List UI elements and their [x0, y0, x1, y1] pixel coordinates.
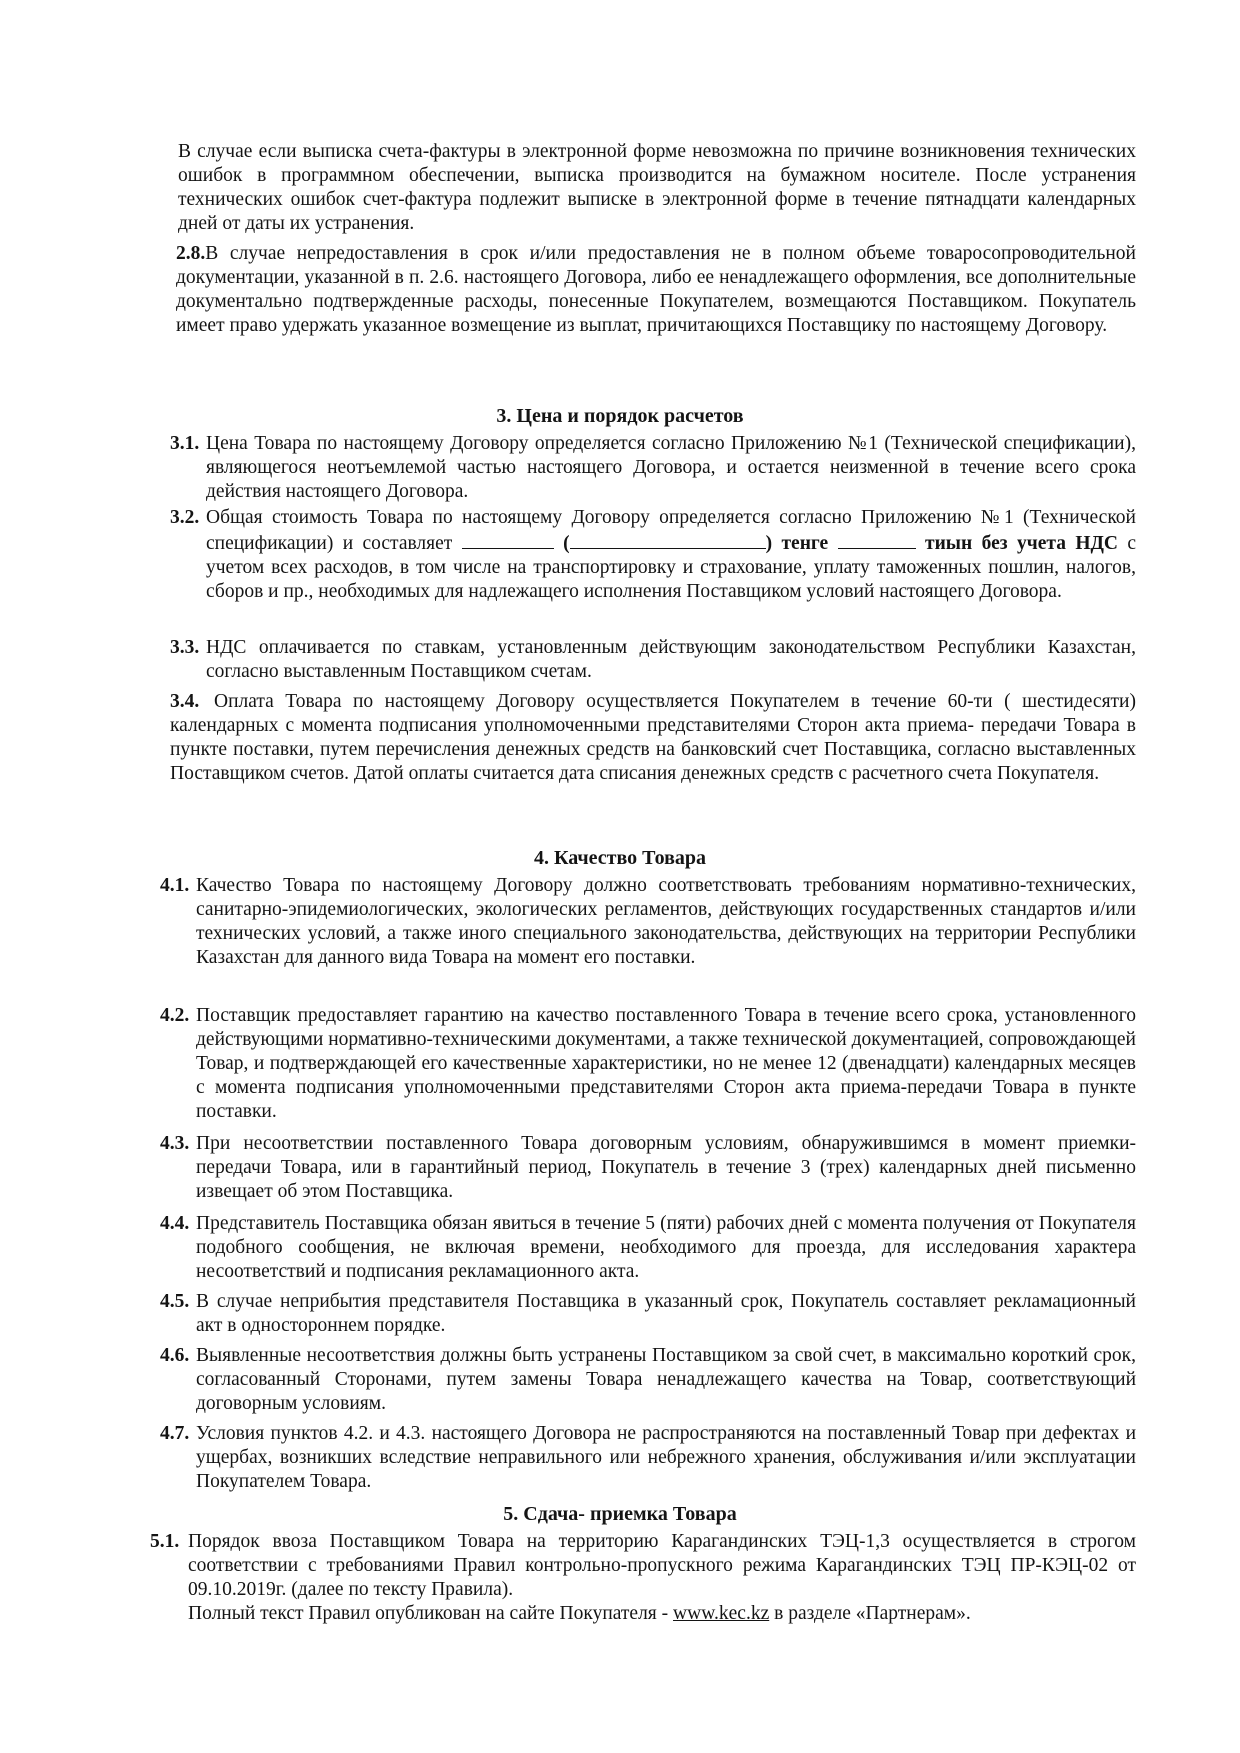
intro-paragraph: В случае если выписка счета-фактуры в электронной форме невозможна по причине возникновения технических ошибок в программном обеспечении, выписка производится на бумажном носителе. После устранения технических ошибок счет-фактура подлежит выписке в электронной форме в течение пятнадцати календарных дней от даты их устранения. — [178, 141, 1136, 234]
clause-4-7 — [160, 1422, 1136, 1494]
clause-number: 3.4. — [170, 691, 200, 712]
clause-text-a: Общая стоимость Товара по настоящему Договору определяется согласно Приложению №1 (Технической спецификации) и составляет — [206, 507, 1136, 554]
clause-text: В случае неприбытия представителя Поставщика в указанный срок, Покупатель составляет рекламационный акт в одностороннем порядке. — [196, 1291, 1136, 1336]
clause-text: При несоответствии поставленного Товара договорным условиям, обнаружившимся в момент приемки-передачи Товара, или в гарантийный период, Покупатель в течение 3 (трех) календарных дней письменно извещает об этом Поставщика. — [196, 1133, 1136, 1202]
clause-number: 4.2. — [160, 1005, 190, 1026]
clause-text: Цена Товара по настоящему Договору определяется согласно Приложению №1 (Технической спецификации), являющегося неотъемлемой частью настоящего Договора, и остается неизменной в течение всего срока действия настоящего Договора. — [206, 433, 1136, 502]
clause-text: НДС оплачивается по ставкам, установленным действующим законодательством Республики Казахстан, согласно выставленным Поставщиком счетам. — [206, 637, 1136, 682]
clause-number: 4.1. — [160, 875, 190, 896]
clause-3-2 — [170, 506, 1136, 604]
clause-text — [206, 506, 1136, 604]
tenge-label: ) тенге — [765, 533, 829, 554]
clause-number: 4.5. — [160, 1291, 190, 1312]
site-text-a: Полный текст Правил опубликован на сайте Покупателя - — [188, 1603, 669, 1624]
clause-text: В случае непредоставления в срок и/или предоставления не в полном объеме товаросопроводительной документации, указанной в п. 2.6. настоящего Договора, либо ее ненадлежащего оформления, все дополнительные документально подтвержденные расходы, понесенные Покупателем, возмещаются Поставщиком. Покупатель имеет право удержать указанное возмещение из выплат, причитающихся Поставщику по настоящему Договору. — [176, 243, 1136, 336]
clause-3-4 — [170, 690, 1136, 786]
clause-text: Выявленные несоответствия должны быть устранены Поставщиком за свой счет, в максимально короткий срок, согласованный Сторонами, путем замены Товара ненадлежащего качества на Товар, соответствующий договорным условиям. — [196, 1345, 1136, 1414]
clause-number: 4.3. — [160, 1133, 190, 1154]
clause-text: Порядок ввоза Поставщиком Товара на территорию Карагандинских ТЭЦ-1,3 осуществляется в строгом соответствии с требованиями Правил контрольно-пропускного режима Карагандинских ТЭЦ ПР-КЭЦ-02 от 09.10.2019г. (далее по тексту Правила). — [188, 1531, 1136, 1600]
clause-4-1 — [160, 874, 1136, 970]
clause-4-5 — [160, 1290, 1136, 1338]
clause-number: 4.7. — [160, 1423, 190, 1444]
clause-4-6 — [160, 1344, 1136, 1416]
tiyn-blank — [838, 530, 916, 549]
clause-3-1 — [170, 432, 1136, 504]
clause-text: Качество Товара по настоящему Договору должно соответствовать требованиям нормативно-технических, санитарно-эпидемиологических, экологических регламентов, действующих государственных стандартов и/или технических условий, а также иного специального законодательства, действующих на территории Республики Казахстан для данного вида Товара на момент его поставки. — [196, 875, 1136, 968]
clause-number: 4.4. — [160, 1213, 190, 1234]
tiyn-vat-label: тиын без учета НДС — [924, 533, 1119, 554]
clause-text: Представитель Поставщика обязан явиться в течение 5 (пяти) рабочих дней с момента получения от Покупателя подобного сообщения, не включая времени, необходимого для проезда, для исследования характера несоответствий и подписания рекламационного акта. — [196, 1213, 1136, 1282]
price-words-blank — [570, 530, 766, 549]
clause-2-8 — [176, 242, 1136, 338]
clause-4-3 — [160, 1132, 1136, 1204]
section-4-title: 4. Качество Товара — [533, 847, 707, 869]
clause-number: 3.2. — [170, 507, 200, 528]
section-5-title: 5. Сдача- приемка Товара — [503, 1503, 737, 1525]
clause-3-3 — [170, 636, 1136, 684]
clause-5-1 — [150, 1530, 1136, 1626]
open-paren: ( — [563, 533, 570, 554]
clause-4-4 — [160, 1212, 1136, 1284]
clause-text: Поставщик предоставляет гарантию на качество поставленного Товара в течение всего срока, установленного действующими нормативно-техническими документами, а также технической документацией, сопровождающей Товар, и подтверждающей его качественные характеристики, но не менее 12 (двенадцати) календарных месяцев с момента подписания уполномоченными представителями Сторон акта приема-передачи Товара в пункте поставки. — [196, 1005, 1136, 1122]
clause-text: Оплата Товара по настоящему Договору осуществляется Покупателем в течение 60-ти ( шестидесяти) календарных с момента подписания уполномоченными представителями Сторон акта приема- передачи Товара в пункте поставки, путем перечисления денежных средств на банковский счет Поставщика, согласно выставленных Поставщиком счетов. Датой оплаты считается дата списания денежных средств с расчетного счета Покупателя. — [170, 691, 1136, 784]
clause-4-2 — [160, 1004, 1136, 1124]
site-text-b: в разделе «Партнерам». — [774, 1603, 971, 1624]
clause-site-text — [188, 1602, 1136, 1626]
clause-number: 4.6. — [160, 1345, 190, 1366]
clause-number: 3.1. — [170, 433, 200, 454]
clause-number: 2.8. — [176, 243, 206, 264]
section-3-title: 3. Цена и порядок расчетов — [496, 405, 744, 427]
website-link[interactable]: www.kec.kz — [673, 1603, 770, 1624]
clause-number: 5.1. — [150, 1531, 180, 1552]
clause-number: 3.3. — [170, 637, 200, 658]
price-blank-1 — [462, 530, 554, 549]
clause-text-b: с учетом всех расходов, в том числе на транспортировку и страхование, уплату таможенных пошлин, налогов, сборов и пр., необходимых для надлежащего исполнения Поставщиком условий настоящего Договора. — [206, 533, 1137, 602]
clause-text: Условия пунктов 4.2. и 4.3. настоящего Договора не распространяются на поставленный Товар при дефектах и ущербах, возникших вследствие неправильного или небрежного хранения, обслуживания и/или эксплуатации Покупателем Товара. — [196, 1423, 1136, 1492]
